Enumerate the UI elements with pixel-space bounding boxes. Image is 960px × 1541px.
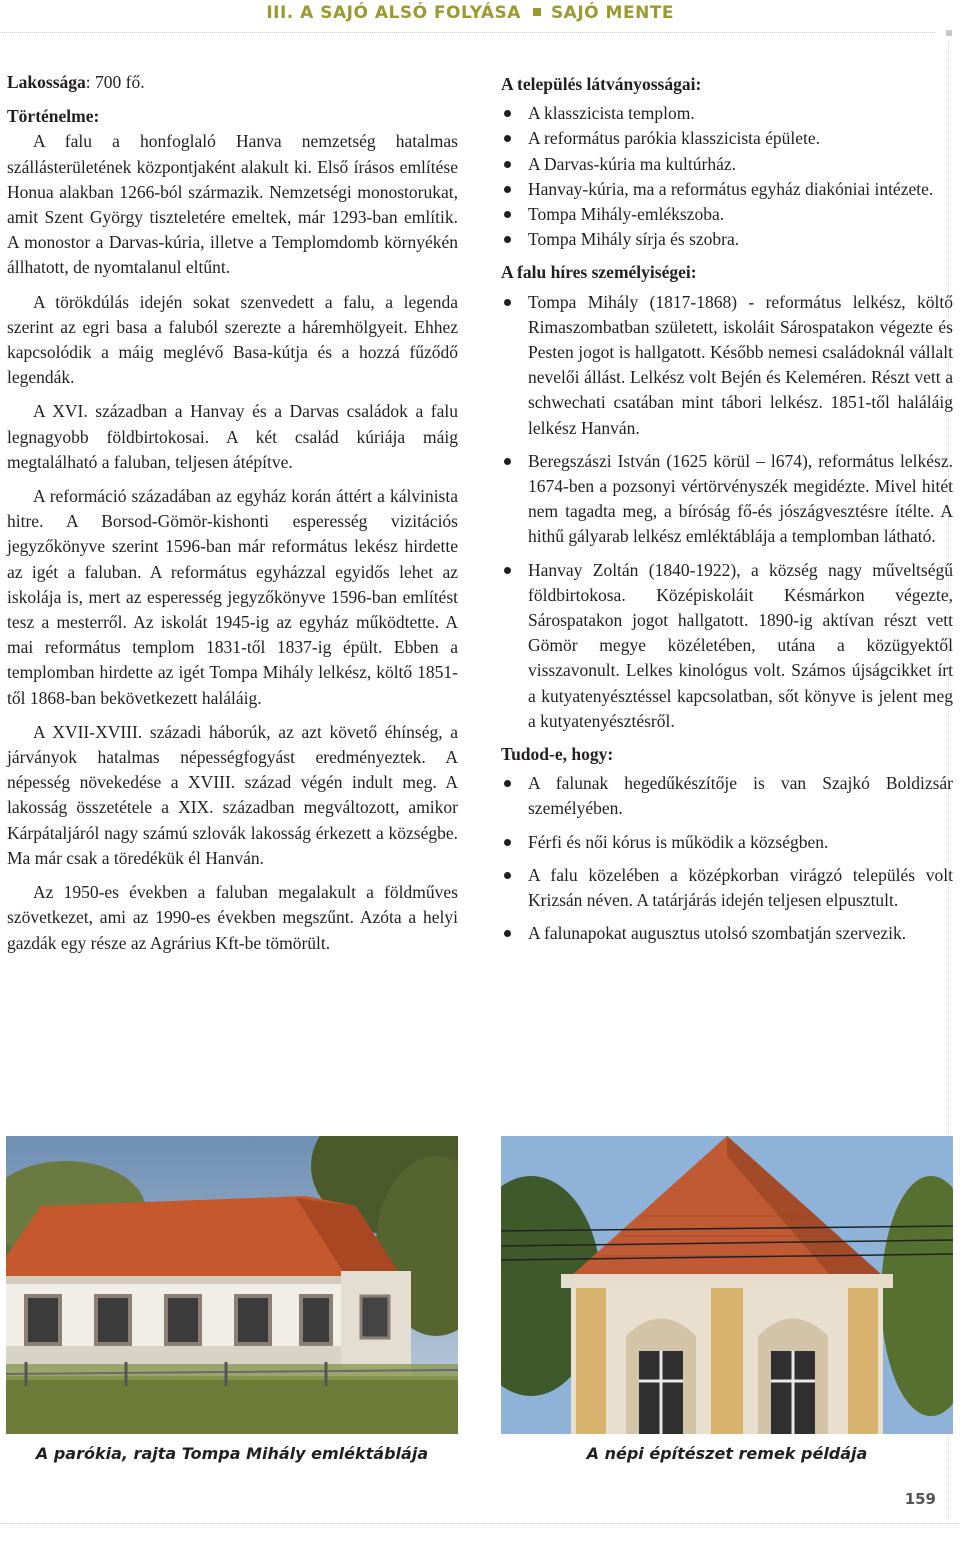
chapter-title: III. A SAJÓ ALSÓ FOLYÁSA	[266, 3, 521, 23]
list-item: Hanvay-kúria, ma a református egyház diakóniai intézete.	[501, 177, 953, 202]
list-item: A falunak hegedűkészítője is van Szajkó Boldizsár személyében.	[501, 771, 953, 821]
photo-caption: A parókia, rajta Tompa Mihály emléktáblája	[35, 1444, 429, 1463]
sights-heading: A település látványosságai:	[501, 74, 702, 94]
list-item: A falu közelében a középkorban virágzó település volt Krizsán néven. A tatárjárás idején teljesen elpusztult.	[501, 863, 953, 913]
list-item: Beregszászi István (1625 körül – l674), református lelkész. 1674-ben a pozsonyi vértörvényszék megidézte. Mivel hitét nem tagadta meg, a bíróság fő-és jószágvesztésre ítélte. A hithű gályarab lelkész emléktáblája a templomban látható.	[501, 449, 953, 550]
list-item: A Darvas-kúria ma kultúrház.	[501, 152, 953, 177]
corner-square-icon	[946, 30, 952, 36]
history-paragraph: A XVI. században a Hanvay és a Darvas családok a falu legnagyobb földbirtokosai. A két család kúriája máig megtalálható a faluban, teljesen átépítve.	[7, 401, 458, 472]
running-header-text	[266, 3, 674, 23]
list-item: Tompa Mihály (1817-1868) - református lelkész, költő Rimaszombatban született, iskoláit Sárospatakon végezte és Pesten jogot is hallgatott. Később nemesi családoknál vállalt nevelői állást. Lelkész volt Bején és Keleméren. Részt vett a schwechati csatában mint tábori lelkész. 1851-től haláláig lelkész Hanván.	[501, 290, 953, 441]
history-paragraph: A reformáció századában az egyház korán áttért a kálvinista hitre. A Borsod-Gömör-kishonti esperesség vizitációs jegyzőkönyve szerint 1596-ban már református lekész hirdette az igét a faluban. A református egyházzal egyidős lehet az iskolája is, mert az esperesség jegyzőkönyve 1596-ban említést tesz a mesterről. Az iskolát 1945-ig az egyház működtette. A mai református templom 1831-től 1837-ig épült. Ebben a templomban hirdette az igét Tompa Mihály lelkész, költő 1851-től 1868-ban bekövetkezett haláláig.	[7, 486, 458, 708]
did-you-know-list	[501, 771, 953, 946]
list-item: A református parókia klasszicista épülete.	[501, 126, 953, 151]
did-you-know-heading: Tudod-e, hogy:	[501, 744, 614, 765]
left-column	[7, 70, 458, 965]
page-number: 159	[904, 1490, 936, 1508]
history-paragraph: A törökdúlás idején sokat szenvedett a falu, a legenda szerint az egri basa a faluból szerezte a háremhölgyeit. Ehhez kapcsolódik a máig meglévő Basa-kútja és a hozzá fűződő legendák.	[7, 291, 458, 388]
right-column	[501, 72, 953, 955]
population-label: Lakossága	[7, 72, 86, 92]
folk-house-photo	[501, 1136, 953, 1434]
list-item: Tompa Mihály sírja és szobra.	[501, 227, 953, 252]
history-paragraph: Az 1950-es években a faluban megalakult a földműves szövetkezet, ami az 1990-es években megszűnt. Azóta a helyi gazdák egy része az Agrárius Kft-be tömörült.	[7, 882, 458, 953]
header-divider	[0, 32, 935, 33]
footer-divider	[0, 1523, 960, 1524]
people-heading: A falu híres személyiségei:	[501, 262, 697, 283]
list-item: Hanvay Zoltán (1840-1922), a község nagy műveltségű földbirtokosa. Középiskoláit Késmárkon végezte, Sárospatakon jogot hallgatott. 1890-ig aktívan részt vett Gömör megye közéletében, utána a közügyektől visszavonult. Lelkes kinológus volt. Számos újságcikket írt a kutyatenyésztéssel kapcsolatban, sőt könyve is jelent meg a kutyatenyésztésről.	[501, 558, 953, 734]
list-item: Férfi és női kórus is működik a községben.	[501, 830, 953, 855]
history-heading: Történelme:	[7, 106, 100, 127]
running-header	[0, 0, 960, 30]
parsonage-photo	[6, 1136, 458, 1434]
list-item: Tompa Mihály-emlékszoba.	[501, 202, 953, 227]
photo-caption: A népi építészet remek példája	[586, 1444, 868, 1463]
history-paragraph: A falu a honfoglaló Hanva nemzetség hatalmas szállásterületének központjaként alakult ki. Első írásos említése Honua alakban 1266-ból származik. Nemzetségi monostorukat, amit Szent György tiszteletére emeltek, már 1293-ban említik. A monostor a Darvas-kúria, illetve a Templomdomb környékén állhatott, de nyomtalanul eltűnt.	[7, 131, 458, 278]
population-line	[7, 70, 458, 95]
history-paragraph: A XVII-XVIII. századi háborúk, az azt követő éhínség, a járványok hatalmas népességfogyást eredményeztek. A népesség növekedése a XVIII. század végén indult meg. A lakosság összetétele a XIX. században megváltozott, amikor Kárpátaljáról nagy számú szlovák lakosság érkezett a községbe. Ma már csak a töredékük él Hanván.	[7, 721, 458, 868]
square-bullet-icon	[533, 8, 541, 16]
people-list	[501, 290, 953, 734]
list-item: A klasszicista templom.	[501, 101, 953, 126]
section-title: SAJÓ MENTE	[550, 3, 674, 23]
population-value: : 700 fő.	[85, 72, 145, 92]
sights-list	[501, 101, 953, 252]
list-item: A falunapokat augusztus utolsó szombatján szervezik.	[501, 921, 953, 946]
